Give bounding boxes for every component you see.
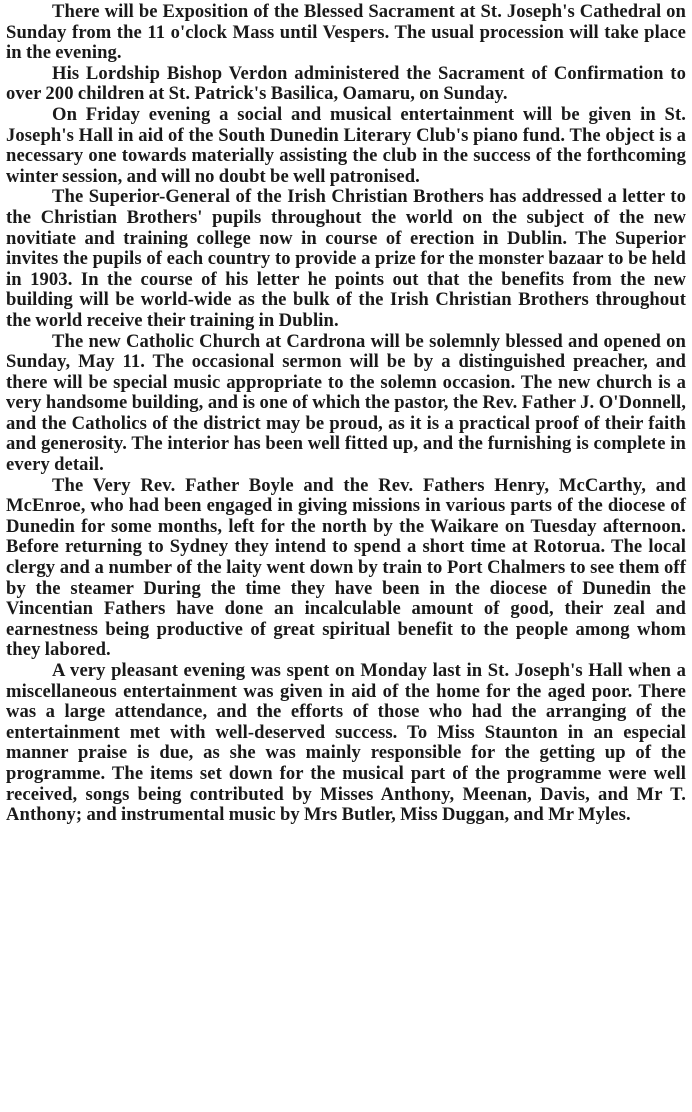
- paragraph-aged-poor-entertainment: A very pleasant evening was spent on Monday last in St. Joseph's Hall when a miscellaneous entertainment was given in aid of the home for the aged poor. There was a large attendance, and the efforts of those who had the arranging of the entertainment met with well-deserved success. To Miss Staunton in an especial manner praise is due, as she was mainly responsible for the getting up of the programme. The items set down for the musical part of the programme were well received, songs being contributed by Misses Anthony, Meenan, Davis, and Mr T. Anthony; and instrumental music by Mrs Butler, Miss Duggan, and Mr Myles.: [6, 660, 686, 826]
- paragraph-vincentian-fathers: The Very Rev. Father Boyle and the Rev. Fathers Henry, McCarthy, and McEnroe, who had been engaged in giving missions in various parts of the diocese of Dunedin for some months, left for the north by the Waikare on Tuesday afternoon. Before returning to Sydney they intend to spend a short time at Rotorua. The local clergy and a number of the laity went down by train to Port Chalmers to see them off by the steamer During the time they have been in the diocese of Dunedin the Vincentian Fathers have done an incalculable amount of good, their zeal and earnestness being productive of great spiritual benefit to the people among whom they labored.: [6, 474, 686, 661]
- newspaper-column: [6, 2, 686, 826]
- paragraph-cardrona-church: The new Catholic Church at Cardrona will be solemnly blessed and opened on Sunday, May 11. The occasional sermon will be by a distinguished preacher, and there will be special music appropriate to the solemn occasion. The new church is a very handsome building, and is one of which the pastor, the Rev. Father J. O'Donnell, and the Catholics of the district may be proud, as it is a practical proof of their faith and generosity. The interior has been well fitted up, and the furnishing is complete in every detail.: [6, 330, 686, 476]
- paragraph-literary-club: On Friday evening a social and musical entertainment will be given in St. Joseph's Hall in aid of the South Dunedin Literary Club's piano fund. The object is a necessary one towards materially assisting the club in the success of the forthcoming winter session, and will no doubt be well patronised.: [6, 103, 686, 187]
- paragraph-confirmation: His Lordship Bishop Verdon administered the Sacrament of Confirmation to over 200 children at St. Patrick's Basilica, Oamaru, on Sunday.: [6, 62, 686, 105]
- paragraph-exposition: There will be Exposition of the Blessed Sacrament at St. Joseph's Cathedral on Sunday from the 11 o'clock Mass until Vespers. The usual procession will take place in the evening.: [6, 1, 686, 64]
- paragraph-christian-brothers: The Superior-General of the Irish Christian Brothers has addressed a letter to the Christian Brothers' pupils throughout the world on the subject of the new novitiate and training college now in course of erection in Dublin. The Superior invites the pupils of each country to provide a prize for the monster bazaar to be held in 1903. In the course of his letter he points out that the benefits from the new building will be world-wide as the bulk of the Irish Christian Brothers throughout the world receive their training in Dublin.: [6, 186, 686, 331]
